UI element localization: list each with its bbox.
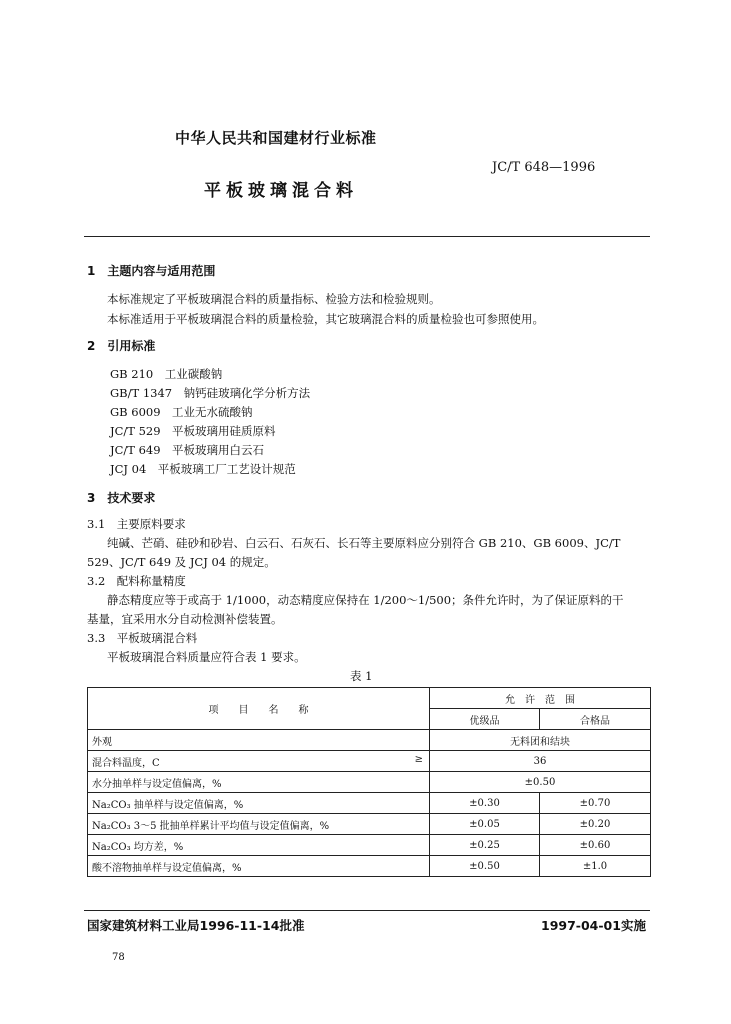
row-value-superior: ±0.50 [430, 856, 540, 877]
approval-line: 国家建筑材料工业局1996-11-14批准 [87, 918, 305, 933]
row-item: 水分抽单样与设定值偏离，% [88, 772, 430, 793]
ref-item: GB 6009 工业无水硫酸钠 [110, 405, 253, 419]
section-3-1-heading: 3.1 主要原料要求 [87, 517, 186, 531]
document-title: 平板玻璃混合料 [204, 181, 358, 201]
header-grade-qualified: 合格品 [540, 709, 651, 730]
table-row [88, 730, 651, 751]
header-item-name: 项 目 名 称 [88, 688, 430, 730]
section-2-heading: 2 引用标准 [87, 339, 156, 353]
section-3-2-line-1: 静态精度应等于或高于 1/1000，动态精度应保持在 1/200～1/500；条件允许时，为了保证原料的干 [107, 593, 624, 607]
section-3-1-line-2: 529、JC/T 649 及 JCJ 04 的规定。 [87, 555, 276, 569]
row-value-qualified: ±1.0 [540, 856, 651, 877]
quality-table [87, 687, 651, 877]
row-value-merged: 36 [430, 751, 651, 772]
section-3-3-line-1: 平板玻璃混合料质量应符合表 1 要求。 [107, 650, 306, 664]
table-caption: 表 1 [350, 669, 373, 683]
row-value-superior: ±0.05 [430, 814, 540, 835]
section-3-2-line-2: 基量，宜采用水分自动检测补偿装置。 [87, 612, 283, 626]
ref-item: GB 210 工业碳酸钠 [110, 367, 223, 381]
table-row [88, 814, 651, 835]
row-item: Na₂CO₃ 3～5 批抽单样累计平均值与设定值偏离，% [88, 814, 430, 835]
header-allowed-range: 允 许 范 围 [430, 688, 651, 709]
ref-item: JC/T 529 平板玻璃用硅质原料 [110, 424, 276, 438]
header-grade-superior: 优级品 [430, 709, 540, 730]
row-value-superior: ±0.30 [430, 793, 540, 814]
row-item: Na₂CO₃ 抽单样与设定值偏离，% [88, 793, 430, 814]
row-item: 酸不溶物抽单样与设定值偏离，% [88, 856, 430, 877]
table-row [88, 772, 651, 793]
ref-item: JCJ 04 平板玻璃工厂工艺设计规范 [110, 462, 296, 476]
table-row [88, 751, 651, 772]
row-item-cell [88, 751, 430, 772]
section-3-heading: 3 技术要求 [87, 491, 156, 505]
row-value-qualified: ±0.60 [540, 835, 651, 856]
row-value-qualified: ±0.20 [540, 814, 651, 835]
org-title: 中华人民共和国建材行业标准 [175, 129, 377, 147]
row-item: Na₂CO₃ 均方差，% [88, 835, 430, 856]
row-value-merged: 无料团和结块 [430, 730, 651, 751]
section-3-2-heading: 3.2 配料称量精度 [87, 574, 186, 588]
row-value-merged: ±0.50 [430, 772, 651, 793]
geq-symbol: ≥ [414, 753, 423, 765]
section-3-3-heading: 3.3 平板玻璃混合料 [87, 631, 198, 645]
standard-number: JC/T 648—1996 [492, 160, 596, 175]
table-row [88, 793, 651, 814]
table-row [88, 856, 651, 877]
row-value-superior: ±0.25 [430, 835, 540, 856]
footer-rule [84, 910, 650, 911]
row-value-qualified: ±0.70 [540, 793, 651, 814]
section-1-heading: 1 主题内容与适用范围 [87, 264, 216, 278]
header-rule [84, 236, 650, 237]
section-3-1-line-1: 纯碱、芒硝、硅砂和砂岩、白云石、石灰石、长石等主要原料应分别符合 GB 210、GB 6009、JC/T [107, 536, 621, 550]
table-header-row [88, 688, 651, 709]
effective-date: 1997-04-01实施 [541, 918, 646, 933]
ref-item: JC/T 649 平板玻璃用白云石 [110, 443, 265, 457]
ref-item: GB/T 1347 钠钙硅玻璃化学分析方法 [110, 386, 311, 400]
row-item: 混合料温度，C [92, 757, 160, 769]
page-number: 78 [112, 952, 125, 963]
section-1-paragraph-1: 本标准规定了平板玻璃混合料的质量指标、检验方法和检验规则。 [107, 292, 441, 306]
section-1-paragraph-2: 本标准适用于平板玻璃混合料的质量检验，其它玻璃混合料的质量检验也可参照使用。 [107, 312, 544, 326]
table-row [88, 835, 651, 856]
row-item: 外观 [88, 730, 430, 751]
